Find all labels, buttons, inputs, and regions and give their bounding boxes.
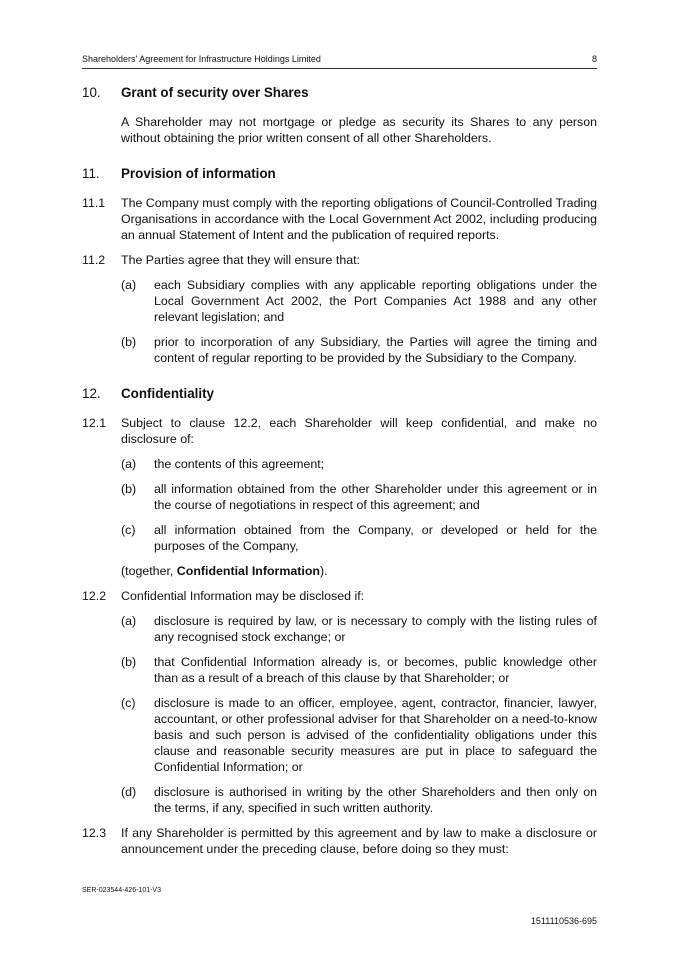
sub-clause-letter: (a) — [121, 457, 137, 471]
clause-text: If any Shareholder is permitted by this agreement and by law to make a disclosure or announcement under the preceding clause, before doing so they must: — [121, 826, 597, 856]
paragraph-text: A Shareholder may not mortgage or pledge as security its Shares to any person without obtaining the prior written consent of all other Shareholders. — [121, 115, 597, 145]
sub-clause-letter: (a) — [121, 278, 137, 292]
defined-term: Confidential Information — [176, 564, 320, 578]
clause-number: 12.3 — [82, 826, 107, 840]
clause-12-2-a — [82, 613, 597, 645]
sub-clause-text: that Confidential Information already is, or becomes, public knowledge other than as a result of a breach of this clause by that Shareholder; or — [154, 655, 597, 685]
section-title: Grant of security over Shares — [121, 85, 309, 100]
sub-clause-letter: (b) — [121, 335, 137, 349]
footer-doc-id: 1511110536-695 — [530, 916, 597, 926]
page-header — [82, 54, 597, 64]
clause-12-2-d — [82, 784, 597, 816]
clause-12-1-b — [82, 481, 597, 513]
clause-11-2-a — [82, 277, 597, 325]
sub-clause-text: all information obtained from the Company, or developed or held for the purposes of the Company, — [154, 523, 597, 553]
section-heading-11 — [82, 165, 597, 183]
footer-doc-ref: SER-023544-426-101-V3 — [82, 887, 161, 894]
clause-number: 11.1 — [82, 196, 106, 210]
clause-12-1 — [82, 415, 597, 447]
defined-term-line — [82, 563, 597, 579]
sub-clause-text: all information obtained from the other Shareholder under this agreement or in the course of negotiations in respect of this agreement; and — [154, 482, 597, 512]
section-number: 12. — [82, 386, 101, 401]
document-body — [82, 84, 597, 866]
clause-11-2-b — [82, 334, 597, 366]
clause-text: Confidential Information may be disclosed if: — [121, 589, 365, 603]
clause-12-2 — [82, 588, 597, 604]
sub-clause-text: prior to incorporation of any Subsidiary, the Parties will agree the timing and content of regular reporting to be provided by the Subsidiary to the Company. — [154, 335, 597, 365]
clause-text: Subject to clause 12.2, each Shareholder will keep confidential, and make no disclosure of: — [121, 416, 597, 446]
clause-text: The Parties agree that they will ensure that: — [121, 253, 360, 267]
section-number: 11. — [82, 166, 100, 181]
sub-clause-letter: (c) — [121, 523, 136, 537]
clause-11-2 — [82, 252, 597, 268]
section-heading-12 — [82, 385, 597, 403]
sub-clause-letter: (b) — [121, 655, 137, 669]
sub-clause-text: disclosure is authorised in writing by the other Shareholders and then only on the terms, if any, specified in such written authority. — [154, 785, 597, 815]
clause-12-2-c — [82, 695, 597, 775]
sub-clause-text: disclosure is required by law, or is necessary to comply with the listing rules of any recognised stock exchange; or — [154, 614, 597, 644]
clause-number: 12.1 — [82, 416, 107, 430]
section-title: Confidentiality — [121, 386, 214, 401]
sub-clause-letter: (d) — [121, 785, 137, 799]
clause-text: The Company must comply with the reporting obligations of Council-Controlled Trading Organisations in accordance with the Local Government Act 2002, including producing an annual Statement of Intent and the publication of required reports. — [121, 196, 597, 242]
sub-clause-letter: (c) — [121, 696, 136, 710]
clause-12-1-c — [82, 522, 597, 554]
page-number: 8 — [591, 54, 597, 64]
header-divider — [82, 68, 597, 69]
sub-clause-text: disclosure is made to an officer, employee, agent, contractor, financier, lawyer, accountant, or other professional adviser for that Shareholder on a need-to-know basis and such person is advised of the confidentiality obligations under this clause and reasonable security measures are put in place to safeguard the Confidential Information; or — [154, 696, 597, 774]
section-10-body — [82, 114, 597, 146]
clause-12-3 — [82, 825, 597, 857]
clause-12-1-a — [82, 456, 597, 472]
clause-number: 11.2 — [82, 253, 106, 267]
defined-term-suffix: ). — [319, 564, 328, 578]
section-title: Provision of information — [121, 166, 276, 181]
sub-clause-letter: (a) — [121, 614, 137, 628]
sub-clause-text: each Subsidiary complies with any applicable reporting obligations under the Local Government Act 2002, the Port Companies Act 1988 and any other relevant legislation; and — [154, 278, 597, 324]
section-number: 10. — [82, 85, 101, 100]
clause-12-2-b — [82, 654, 597, 686]
section-heading-10 — [82, 84, 597, 102]
clause-11-1 — [82, 195, 597, 243]
sub-clause-text: the contents of this agreement; — [154, 457, 325, 471]
sub-clause-letter: (b) — [121, 482, 137, 496]
defined-term-prefix: (together, — [121, 564, 177, 578]
clause-number: 12.2 — [82, 589, 107, 603]
header-title: Shareholders' Agreement for Infrastructure Holdings Limited — [82, 54, 321, 64]
